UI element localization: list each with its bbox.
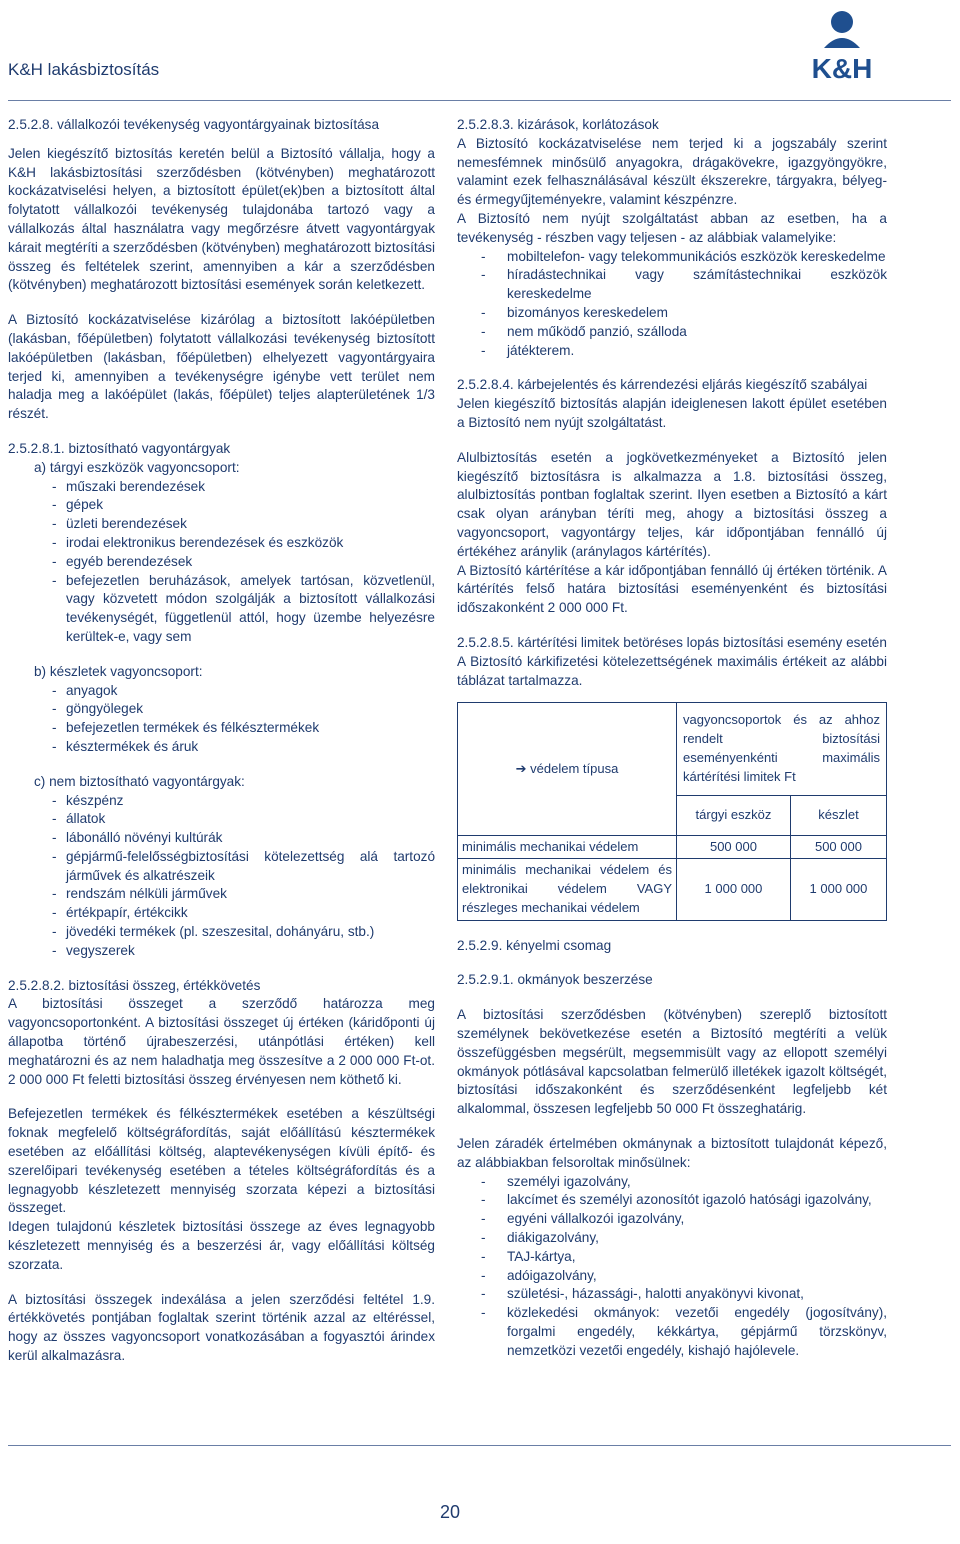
paragraph: A Biztosító kártérítése a kár időpontjában fennálló új értéken történik. A kártérítés felső határa biztosítási eseményenként és biztosítási időszakonként 2 000 000 Ft. xyxy=(457,562,887,616)
list-label: c) nem biztosítható vagyontárgyak: xyxy=(34,773,245,789)
list-label: a) tárgyi eszközök vagyoncsoport: xyxy=(34,459,240,475)
list-item: - göngyölegek xyxy=(52,701,144,717)
list-item: - híradástechnikai vagy számítástechnikai eszközök kereskedelme xyxy=(481,267,887,302)
list-item: - nem működő panzió, szálloda xyxy=(481,323,687,339)
list-item: - TAJ-kártya, xyxy=(481,1248,576,1264)
list-item: - értékpapír, értékcikk xyxy=(52,905,188,921)
list-item: - közlekedési okmányok: vezetői engedély (jogosítvány), forgalmi engedély, kékkártya, gépjármű törzskönyv, nemzetközi vezetői engedély, kishajó hajólevele. xyxy=(481,1305,887,1358)
list-item: - jövedéki termékek (pl. szeszesital, dohányáru, stb.) xyxy=(52,924,375,940)
paragraph: A Biztosító kockázatviselése nem terjed ki a jogszabály szerint nemesfémnek minősülő anyagokra, drágakövekre, igazgyöngyökre, valamint ezek felhasználásával készült ékszerekre, tárgyakra, bélyeg- és érmegyűjteményekre, valamint készpénzre. xyxy=(457,135,887,208)
paragraph: Jelen kiegészítő biztosítás keretén belül a Biztosító vállalja, hogy a K&H lakásbiztosítási szerződésben (kötvényben) meghatározott kockázatviselési helyen, a biztosított épület(ek)ben a biztosított által folytatott vállalkozói tevékenység tulajdonába tartozó vagy a vállalkozás által használatra vagy megőrzésre átvett vagyontárgyak kárait megtéríti a szerződésben (kötvényben) meghatározott biztosítási összeg és feltételek szerint, amennyiben a kár a szerződésben (kötvényben) meghatározott biztosítási események során keletkezett. xyxy=(8,145,435,293)
paragraph: A biztosítási szerződésben (kötvényben) szereplő biztosított személynek bekövetkezése esetén a Biztosító megtéríti a velük összefüggésben megsérült, megsemmisült vagy az ellopott személyi okmányok pótlásával kapcsolatban felmerülő illetékek igazolt költségét, biztosítási időszakonként és szerződésenként legfeljebb két alkalommal, összesen legfeljebb 50 000 Ft összeghatárig. xyxy=(457,1007,887,1117)
paragraph: Idegen tulajdonú készletek biztosítási összege az éves legnagyobb készletezett mennyiség és a beszerzési ár, vagy előállítási költség szorzata. xyxy=(8,1219,435,1272)
list-item: - személyi igazolvány, xyxy=(481,1173,631,1189)
subsection-heading: 2.5.2.8.1. biztosítható vagyontárgyak xyxy=(8,440,231,456)
subsection-heading: 2.5.2.8.2. biztosítási összeg, értékkövetés xyxy=(8,977,261,993)
table-row xyxy=(458,859,887,920)
paragraph: A Biztosító kockázatviselése kizárólag a biztosított lakóépületben (lakásban, főépületben) folytatott vállalkozási tevékenység biztosított lakóépületben (lakásban, főépületben) elhelyezett vagyontárgyaira terjed ki, amennyiben a tevékenységre igénybe vett terület nem haladja meg a lakóépület (lakás, főépület) teljes alapterületének 1/3 részét. xyxy=(8,312,435,422)
list-c xyxy=(8,792,435,961)
list-item: - késztermékek és áruk xyxy=(52,738,199,754)
list-item: - vegyszerek xyxy=(52,942,135,958)
subsection-heading: 2.5.2.8.3. kizárások, korlátozások xyxy=(457,117,659,132)
paragraph: A biztosítási összeget a szerződő határozza meg vagyoncsoportonként. A biztosítási összeget új értéken (káridőponti új állapotba történő újrabeszerzési, utánpótlási értéken) kell meghatározni és az nem haladhatja meg összesítve a 2 000 000 Ft-ot. 2 000 000 Ft feletti biztosítási összeg érvényesen nem köthető ki. xyxy=(8,996,435,1087)
table-row-label: minimális mechanikai védelem és elektronikai védelem VAGY részleges mechanikai védelem xyxy=(458,859,677,920)
table-row xyxy=(458,835,887,859)
logo-text: K&H xyxy=(811,53,873,82)
list-item: - rendszám nélküli járművek xyxy=(52,886,227,902)
paragraph: A Biztosító nem nyújt szolgáltatást abban az esetben, ha a tevékenység - részben vagy teljesen - az alábbiak valamelyike: xyxy=(457,210,887,245)
documents-list xyxy=(457,1173,887,1361)
table-cell: 1 000 000 xyxy=(790,859,886,920)
table-group-header: vagyoncsoportok és az ahhoz rendelt biztosítási eseményenkénti maximális kártérítési limitek Ft xyxy=(677,703,887,795)
paragraph: Alulbiztosítás esetén a jogkövetkezményeket a Biztosító jelen kiegészítő biztosításra is alkalmazza a 1.8. biztosítási összeg, alulbiztosítás pontban foglaltak szerint. Ilyen esetben a Biztosító a kárt csak olyan arányban téríti meg, ahogy a biztosítási összeg a vagyoncsoport, vagyontárgy teljes, kár időpontjában fennálló új értékéhez aránylik (aránylagos kártérítés). xyxy=(457,449,887,559)
list-item: - irodai elektronikus berendezések és eszközök xyxy=(52,534,344,550)
limits-table xyxy=(457,702,887,920)
header-rule xyxy=(8,100,951,101)
list-item: - adóigazolvány, xyxy=(481,1267,597,1283)
list-item: - lakcímet és személyi azonosítót igazoló hatósági igazolvány, xyxy=(481,1192,872,1208)
list-label: b) készletek vagyoncsoport: xyxy=(34,663,203,679)
list-item: - bizományos kereskedelem xyxy=(481,304,668,320)
table-corner-cell: ➔ védelem típusa xyxy=(458,703,677,835)
list-item: - egyéni vállalkozói igazolvány, xyxy=(481,1211,685,1227)
paragraph: A biztosítási összegek indexálása a jelen szerződési feltétel 1.9. értékkövetés pontjában foglaltak szerint történik azzal az eltéréssel, hogy az összes vagyoncsoport vonatkozásában a fogyasztói árindex kerül alkalmazásra. xyxy=(8,1291,435,1364)
table-cell: 1 000 000 xyxy=(677,859,791,920)
footer-rule xyxy=(8,1445,951,1446)
list-item: - befejezetlen termékek és félkésztermékek xyxy=(52,720,320,736)
list-item: - üzleti berendezések xyxy=(52,516,187,532)
section-heading: 2.5.2.8. vállalkozói tevékenység vagyontárgyainak biztosítása xyxy=(8,117,380,132)
table-cell: 500 000 xyxy=(677,835,791,859)
paragraph: Befejezetlen termékek és félkésztermékek esetében a készültségi foknak megfelelő költségráfordítás, saját előállítású késztermékek esetében az előállítási költség, alaptevékenységen kívüli építő- és szerelőipari tevékenység esetében a tételes költségráfordítás és a legnagyobb készletezett mennyiség szorzata képezi a biztosítási összeget. xyxy=(8,1106,435,1216)
left-column xyxy=(8,116,435,1366)
subsection-heading: 2.5.2.8.5. kártérítési limitek betöréses lopás biztosítási esemény esetén xyxy=(457,634,887,650)
document-header-title: K&H lakásbiztosítás xyxy=(8,60,160,79)
list-item: - lábonálló növényi kultúrák xyxy=(52,830,223,846)
list-item: - anyagok xyxy=(52,682,118,698)
list-item: - gépek xyxy=(52,497,104,513)
list-b xyxy=(8,682,435,757)
table-cell: 500 000 xyxy=(790,835,886,859)
list-item: - egyéb berendezések xyxy=(52,553,193,569)
list-item: - születési-, házassági-, halotti anyakönyvi kivonat, xyxy=(481,1286,804,1302)
list-item: - mobiltelefon- vagy telekommunikációs eszközök kereskedelme xyxy=(481,248,886,264)
table-col-header: tárgyi eszköz xyxy=(677,795,791,835)
page-number: 20 xyxy=(439,1502,461,1522)
subsection-heading: 2.5.2.9. kényelmi csomag xyxy=(457,937,612,953)
table-row-label: minimális mechanikai védelem xyxy=(458,835,677,859)
paragraph: A Biztosító kárkifizetési kötelezettségének maximális értékeit az alábbi táblázat tartalmazza. xyxy=(457,653,887,688)
subsection-heading: 2.5.2.8.4. kárbejelentés és kárrendezési eljárás kiegészítő szabályai xyxy=(457,377,868,393)
list-item: - állatok xyxy=(52,811,106,827)
kh-logo xyxy=(794,4,890,82)
right-column xyxy=(457,116,887,1361)
list-item: - műszaki berendezések xyxy=(52,478,206,494)
list-item: - befejezetlen beruházások, amelyek tartósan, közvetlenül, vagy közvetett módon szolgálják a biztosított vállalkozási tevékenységét, függetlenül attól, hogy üzembe helyezésre kerültek-e, vagy sem xyxy=(52,572,435,644)
list-item: - játékterem. xyxy=(481,342,575,358)
list-item: - készpénz xyxy=(52,792,124,808)
exclusion-list xyxy=(457,248,887,361)
paragraph: Jelen záradék értelmében okmánynak a biztosított tulajdonát képező, az alábbiakban felsoroltak minősülnek: xyxy=(457,1136,887,1170)
list-item: - diákigazolvány, xyxy=(481,1230,599,1246)
subsection-heading: 2.5.2.9.1. okmányok beszerzése xyxy=(457,972,653,988)
list-item: - gépjármű-felelősségbiztosítási kötelezettség alá tartozó járművek és alkatrészeik xyxy=(52,848,435,883)
list-a xyxy=(8,478,435,647)
paragraph: Jelen kiegészítő biztosítás alapján ideiglenesen lakott épület esetében a Biztosító nem nyújt szolgáltatást. xyxy=(457,396,887,430)
table-col-header: készlet xyxy=(790,795,886,835)
